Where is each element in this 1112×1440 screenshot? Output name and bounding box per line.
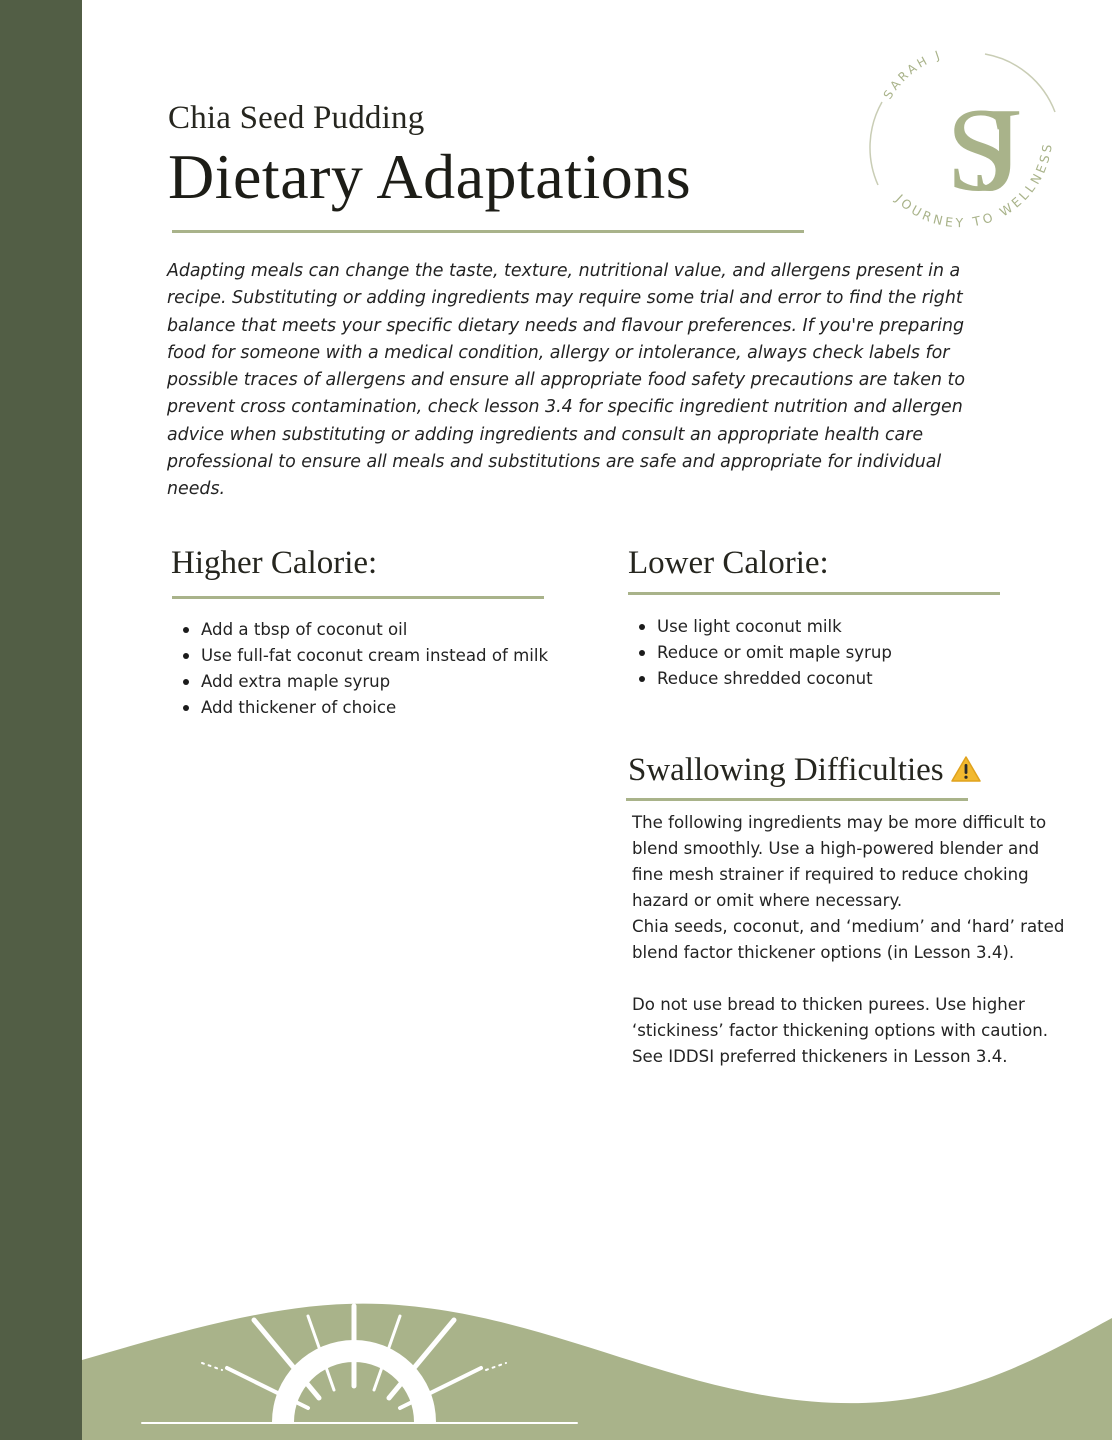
list-item: Use light coconut milk [633,614,892,640]
swallowing-paragraph: The following ingredients may be more difficult to blend smoothly. Use a high-powered blender and fine mesh strainer if required to reduce choking hazard or omit where necessary. [632,813,1047,910]
list-item: Add extra maple syrup [177,669,548,695]
recipe-subtitle: Chia Seed Pudding [168,100,425,136]
title-divider [172,230,804,233]
lower-calorie-divider [628,592,1000,595]
swallowing-text [632,810,1072,1070]
warning-icon [950,755,982,783]
list-item: Reduce or omit maple syrup [633,640,892,666]
logo-monogram: SJ [946,83,984,216]
intro-paragraph: Adapting meals can change the taste, texture, nutritional value, and allergens present in a recipe. Substituting or adding ingredients may require some trial and error to find the right balance that meets your specific dietary needs and flavour preferences. If you're preparing food for someone with a medical condition, allergy or intolerance, always check labels for possible traces of allergens and ensure all appropriate food safety precautions are taken to prevent cross contamination, check lesson 3.4 for specific ingredient nutrition and allergen advice when substituting or adding ingredients and consult an appropriate health care professional to ensure all meals and substitutions are safe and appropriate for individual needs. [167,261,965,500]
swallowing-heading-text: Swallowing Difficulties [628,752,944,788]
list-item: Reduce shredded coconut [633,666,892,692]
list-item: Use full-fat coconut cream instead of milk [177,643,548,669]
page-title: Dietary Adaptations [168,141,692,212]
sidebar-stripe [0,0,82,1440]
brand-logo [860,40,1070,250]
swallowing-divider [626,798,968,801]
swallowing-heading [628,752,982,789]
list-item: Add thickener of choice [177,695,548,721]
list-item: Add a tbsp of coconut oil [177,617,548,643]
lower-calorie-list [633,614,892,692]
higher-calorie-list [177,617,548,721]
lower-calorie-heading: Lower Calorie: [628,545,829,581]
logo-tagline-arc: JOURNEY TO WELLNESS [892,140,1056,231]
footer-hills-sunrise [82,1290,1112,1440]
higher-calorie-divider [172,596,544,599]
higher-calorie-heading: Higher Calorie: [171,545,378,581]
swallowing-paragraph: Do not use bread to thicken purees. Use higher ‘stickiness’ factor thickening options with caution. See IDDSI preferred thickeners in Lesson 3.4. [632,995,1049,1066]
logo-name-arc: SARAH J [880,47,945,102]
swallowing-paragraph: Chia seeds, coconut, and ‘medium’ and ‘hard’ rated blend factor thickener options (in Lesson 3.4). [632,917,1065,962]
